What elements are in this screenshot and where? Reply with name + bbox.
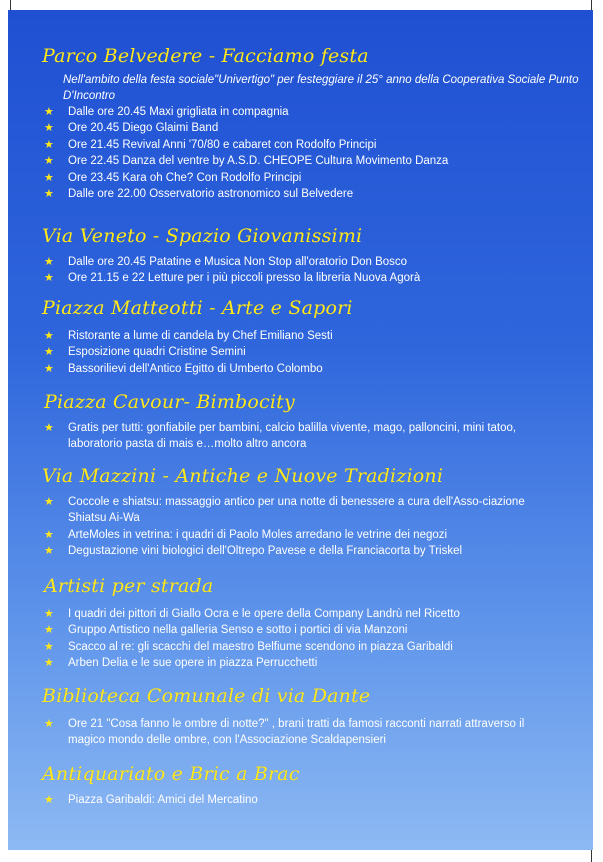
star-icon: ★ [44,608,54,620]
section-heading: Piazza Matteotti - Arte e Sapori [42,297,353,319]
star-icon: ★ [44,171,54,184]
star-icon: ★ [44,346,54,359]
list-item-text: Ristorante a lume di candela by Chef Emiliano Sesti [68,330,333,342]
star-icon: ★ [44,188,54,201]
star-icon: ★ [44,545,54,558]
section-heading: Artisti per strada [44,575,214,597]
list-item-text: Scacco al re: gli scacchi del maestro Belfiume scendono in piazza Garibaldi [68,640,453,653]
list-item-text: ArteMoles in vetrina: i quadri di Paolo Moles arredano le vetrine dei negozi [68,528,448,541]
star-icon: ★ [44,106,54,118]
section-heading: Via Veneto - Spazio Giovanissimi [42,225,363,247]
star-icon: ★ [44,794,54,806]
event-list [8,792,593,808]
event-list [8,494,593,560]
list-item [8,716,593,749]
star-icon: ★ [44,138,54,151]
list-item [8,361,593,377]
star-icon: ★ [44,624,54,637]
event-list [8,420,593,453]
star-icon: ★ [44,256,54,268]
star-icon: ★ [44,718,54,730]
list-item [8,420,593,453]
list-item [8,344,593,360]
list-item-text: Esposizione quadri Cristine Semini [68,346,246,359]
list-item [8,137,593,153]
section-piazza-matteotti [8,296,593,377]
star-icon: ★ [44,422,54,434]
star-icon: ★ [44,528,54,541]
star-icon: ★ [44,362,54,375]
event-list [8,716,593,749]
star-icon: ★ [44,657,54,670]
list-item [8,527,593,543]
list-item [8,494,593,527]
event-program-panel [8,10,593,850]
star-icon: ★ [44,122,54,135]
list-item [8,622,593,638]
list-item-text: Ore 21.45 Revival Anni '70/80 e cabaret con Rodolfo Principi [68,138,377,151]
list-item [8,153,593,169]
event-list [8,328,593,377]
section-intro: Nell'ambito della festa sociale"Univertigo" per festeggiare il 25° anno della Cooperativa Sociale Punto D'Incontro [63,74,579,102]
list-item [8,792,593,808]
list-item-text: Gratis per tutti: gonfiabile per bambini, calcio balilla vivente, mago, palloncini, mini tatoo, laboratorio pasta di mais e…molto altro ancora [68,422,517,451]
list-item [8,543,593,559]
list-item-text: Ore 23.45 Kara oh Che? Con Rodolfo Principi [68,171,302,184]
list-item [8,606,593,622]
section-antiquariato [8,762,593,808]
list-item-text: Arben Delia e le sue opere in piazza Perrucchetti [68,657,318,670]
list-item-text: Dalle ore 22.00 Osservatorio astronomico sul Belvedere [68,188,354,201]
section-via-veneto [8,224,593,287]
crop-mark [591,848,592,862]
list-item-text: Gruppo Artistico nella galleria Senso e sotto i portici di via Manzoni [68,624,408,637]
list-item-text: Dalle ore 20.45 Maxi grigliata in compagnia [68,106,289,118]
section-artisti-per-strada [8,574,593,672]
list-item-text: Piazza Garibaldi: Amici del Mercatino [68,794,258,806]
list-item [8,170,593,186]
section-heading: Antiquariato e Bric a Brac [42,763,300,785]
list-item-text: Ore 20.45 Diego Glaimi Band [68,122,219,135]
list-item [8,104,593,120]
section-heading: Biblioteca Comunale di via Dante [42,685,371,707]
list-item-text: Bassorilievi dell'Antico Egitto di Umberto Colombo [68,362,323,375]
list-item [8,328,593,344]
section-heading: Via Mazzini - Antiche e Nuove Tradizioni [42,465,444,487]
event-list [8,254,593,287]
star-icon: ★ [44,272,54,285]
list-item [8,254,593,270]
list-item-text: Ore 22.45 Danza del ventre by A.S.D. CHEOPE Cultura Movimento Danza [68,155,449,168]
list-item [8,639,593,655]
event-list [8,104,593,202]
list-item [8,120,593,136]
list-item-text: Coccole e shiatsu: massaggio antico per una notte di benessere a cura dell'Asso-ciazione Shiatsu Ai-Wa [68,496,525,525]
list-item-text: Ore 21 "Cosa fanno le ombre di notte?" , brani tratti da famosi racconti narrati attraverso il magico mondo delle ombre, con l'Associazione Scaldapensieri [68,718,525,747]
section-parco-belvedere [8,44,593,202]
list-item-text: Degustazione vini biologici dell'Oltrepo Pavese e della Franciacorta by Triskel [68,545,463,558]
section-piazza-cavour [8,390,593,453]
section-heading: Piazza Cavour- Bimbocity [44,391,295,413]
list-item [8,655,593,671]
section-heading: Parco Belvedere - Facciamo festa [42,45,369,67]
list-item [8,186,593,202]
section-biblioteca [8,684,593,749]
list-item-text: Ore 21.15 e 22 Letture per i più piccoli presso la libreria Nuova Agorà [68,272,421,285]
star-icon: ★ [44,640,54,653]
star-icon: ★ [44,496,54,508]
star-icon: ★ [44,155,54,168]
list-item [8,270,593,286]
section-via-mazzini [8,464,593,560]
star-icon: ★ [44,330,54,342]
list-item-text: Dalle ore 20.45 Patatine e Musica Non Stop all'oratorio Don Bosco [68,256,408,268]
event-list [8,606,593,672]
list-item-text: I quadri dei pittori di Giallo Ocra e le opere della Company Landrù nel Ricetto [68,608,460,620]
